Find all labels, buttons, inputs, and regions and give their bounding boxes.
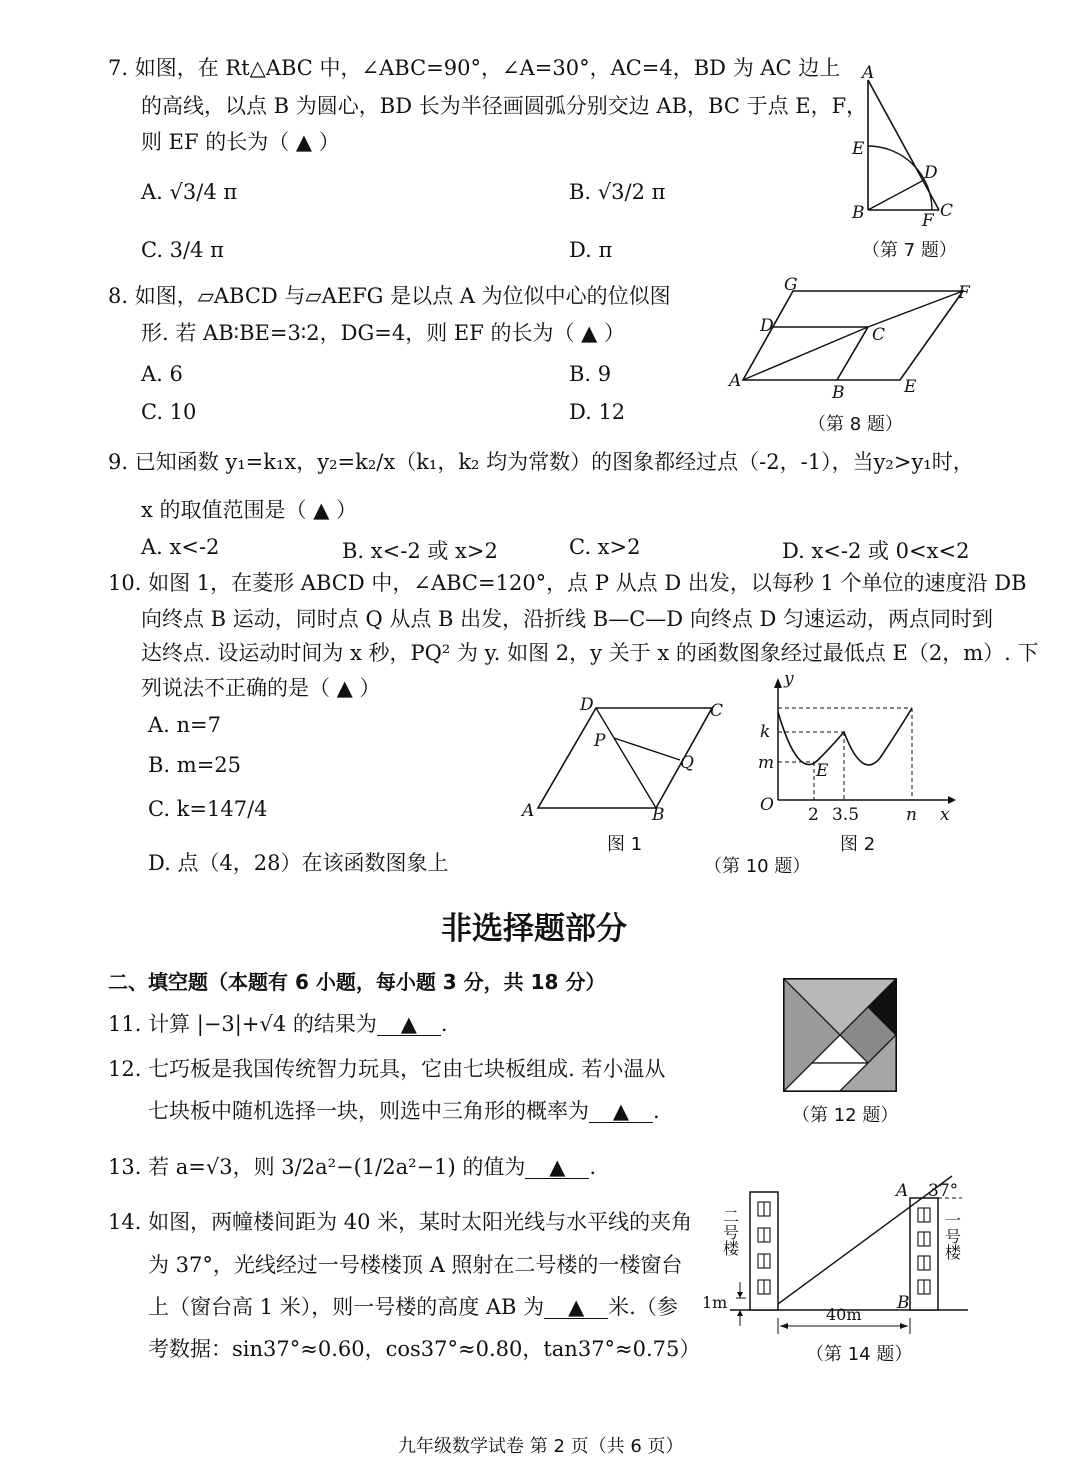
- q10-fig2-label-o: O: [760, 795, 774, 815]
- q10-fig2-tick-35: 3.5: [832, 805, 860, 825]
- q10-fig2-label-m: m: [758, 753, 775, 773]
- q8-line-2: 形. 若 AB∶BE=3∶2，DG=4，则 EF 的长为（ ▲ ）: [141, 321, 625, 345]
- q10-fig2-label-y: y: [784, 672, 794, 689]
- q9-line-2: x 的取值范围是（ ▲ ）: [141, 498, 358, 522]
- q7-label-c: C: [940, 201, 954, 221]
- q9-option-b: B. x<-2 或 x>2: [342, 539, 498, 563]
- q10-x-axis-arrow: [948, 796, 956, 804]
- q14-line-3: [148, 1297, 678, 1319]
- q14-label-sill-height: 1m: [702, 1293, 728, 1312]
- q7-option-a: A. √3/4 π: [141, 180, 238, 204]
- q10-fig1-label-a: A: [522, 801, 535, 821]
- q13-line: [108, 1157, 596, 1179]
- q7-line-1: 7. 如图，在 Rt△ABC 中，∠ABC=90°，∠A=30°，AC=4，BD 为 AC 边上: [108, 56, 841, 80]
- q10-line-2: 向终点 B 运动，同时点 Q 从点 B 出发，沿折线 B—C—D 向终点 D 匀速运动，两点同时到: [141, 607, 994, 631]
- q7-option-c: C. 3/4 π: [141, 238, 224, 262]
- q10-fig2-label-k: k: [760, 722, 771, 742]
- q14-text-3b: 米.（参: [608, 1295, 678, 1319]
- q8-caption: （第 8 题）: [808, 414, 903, 435]
- q10-fig2-tick-2: 2: [808, 805, 819, 825]
- q12-line-1: 12. 七巧板是我国传统智力玩具，它由七块板组成. 若小温从: [108, 1057, 666, 1081]
- q9-option-a: A. x<-2: [141, 535, 220, 559]
- q12-caption: （第 12 题）: [792, 1105, 899, 1126]
- q10-figure-2: [752, 672, 962, 827]
- q10-line-4: 列说法不正确的是（ ▲ ）: [141, 676, 381, 700]
- q14-label-angle: 37°: [928, 1181, 959, 1201]
- q8-line-1: 8. 如图，▱ABCD 与▱AEFG 是以点 A 为位似中心的位似图: [108, 284, 671, 308]
- q10-y-axis-arrow: [774, 678, 782, 688]
- q11-period: .: [440, 1012, 448, 1036]
- q9-option-c: C. x>2: [569, 535, 641, 559]
- q7-line-3: 则 EF 的长为（ ▲ ）: [141, 130, 340, 154]
- q14-answer-blank: ▲: [544, 1297, 608, 1319]
- q10-function-curve: [778, 708, 912, 765]
- q10-fig1-label-c: C: [710, 701, 724, 721]
- q7-option-b: B. √3/2 π: [569, 180, 666, 204]
- q7-caption: （第 7 题）: [862, 240, 957, 261]
- q14-label-distance: 40m: [826, 1305, 862, 1324]
- q10-caption: （第 10 题）: [704, 856, 811, 877]
- q8-option-a: A. 6: [141, 362, 183, 386]
- q10-segment-pq: [614, 738, 680, 760]
- q10-fig1-label-d: D: [580, 695, 594, 715]
- q13-period: .: [589, 1155, 597, 1179]
- q10-figure-1: [516, 694, 736, 824]
- q14-sill-arrowhead-bottom: [737, 1310, 743, 1316]
- q12-answer-blank: ▲: [589, 1101, 653, 1123]
- q10-figure-2-caption: 图 2: [840, 834, 876, 855]
- q12-line-2: [148, 1101, 660, 1123]
- q10-fig1-label-p: P: [594, 731, 606, 751]
- page-footer: 九年级数学试卷 第 2 页（共 6 页）: [398, 1436, 684, 1457]
- q13-answer-blank: ▲: [525, 1157, 589, 1179]
- q10-diagonal-db: [596, 708, 656, 808]
- q8-option-d: D. 12: [569, 400, 626, 424]
- q9-option-d: D. x<-2 或 0<x<2: [782, 539, 970, 563]
- q12-tangram-figure: [783, 978, 897, 1092]
- q14-label-a: A: [896, 1181, 909, 1201]
- q14-label-building-2: 二号楼: [720, 1208, 740, 1256]
- section-title: 非选择题部分: [441, 911, 627, 947]
- q7-label-e: E: [852, 139, 865, 159]
- q7-label-f: F: [922, 211, 934, 230]
- q14-figure: [700, 1168, 972, 1338]
- q14-sill-arrowhead-top: [737, 1292, 743, 1298]
- q14-line-1: 14. 如图，两幢楼间距为 40 米，某时太阳光线与水平线的夹角: [108, 1210, 693, 1234]
- q7-label-b: B: [852, 203, 865, 223]
- q8-option-c: C. 10: [141, 400, 197, 424]
- q8-label-d: D: [760, 316, 774, 336]
- q10-line-1: 10. 如图 1，在菱形 ABCD 中，∠ABC=120°，点 P 从点 D 出发，以每秒 1 个单位的速度沿 DB: [108, 571, 1027, 595]
- q10-fig2-label-n: n: [906, 805, 917, 825]
- q8-parallelogram-abcd-edges: [773, 327, 868, 380]
- q14-caption: （第 14 题）: [806, 1344, 913, 1365]
- q10-option-a: A. n=7: [148, 713, 221, 737]
- q12-text: 七块板中随机选择一块，则选中三角形的概率为: [148, 1099, 589, 1123]
- section-2-heading: 二、填空题（本题有 6 小题，每小题 3 分，共 18 分）: [108, 970, 606, 994]
- q8-figure: [720, 276, 990, 406]
- q8-label-a: A: [729, 371, 742, 391]
- q8-label-g: G: [784, 276, 798, 295]
- q12-period: .: [653, 1099, 660, 1123]
- q11-text: 11. 计算 |−3|+√4 的结果为: [108, 1012, 377, 1036]
- q9-line-1: 9. 已知函数 y₁=k₁x，y₂=k₂/x（k₁，k₂ 均为常数）的图象都经过点（-2，-1），当y₂>y₁时，: [108, 450, 974, 474]
- q7-line-2: 的高线，以点 B 为圆心，BD 长为半径画圆弧分别交边 AB，BC 于点 E，F，: [141, 94, 868, 118]
- q10-option-c: C. k=147/4: [148, 797, 268, 821]
- q7-figure: [836, 60, 976, 230]
- q8-label-e: E: [904, 377, 917, 397]
- q14-label-building-1: 一号楼: [942, 1212, 962, 1260]
- q11-line: [108, 1014, 448, 1036]
- q14-text-3a: 上（窗台高 1 米），则一号楼的高度 AB 为: [148, 1295, 545, 1319]
- q14-label-b: B: [897, 1293, 910, 1313]
- q13-text: 13. 若 a=√3，则 3/2a²−(1/2a²−1) 的值为: [108, 1155, 526, 1179]
- q8-option-b: B. 9: [569, 362, 612, 386]
- q7-label-a: A: [862, 63, 875, 83]
- q10-fig1-label-q: Q: [680, 753, 694, 773]
- q14-dim-arrow-left: [780, 1323, 788, 1329]
- q10-option-d: D. 点（4，28）在该函数图象上: [148, 851, 449, 875]
- q14-line-4: 考数据：sin37°≈0.60，cos37°≈0.80，tan37°≈0.75）: [148, 1337, 701, 1361]
- q7-altitude-bd: [868, 180, 924, 210]
- q8-diagonal-cf: [868, 291, 963, 327]
- q8-label-f: F: [958, 283, 970, 303]
- q10-option-b: B. m=25: [148, 753, 242, 777]
- q11-answer-blank: ▲: [377, 1014, 441, 1036]
- q8-label-c: C: [872, 325, 886, 345]
- q10-figure-1-caption: 图 1: [607, 834, 643, 855]
- q10-line-3: 达终点. 设运动时间为 x 秒，PQ² 为 y. 如图 2，y 关于 x 的函数图象经过最低点 E（2，m）. 下: [141, 641, 1039, 665]
- q14-line-2: 为 37°，光线经过一号楼楼顶 A 照射在二号楼的一楼窗台: [148, 1253, 683, 1277]
- q10-fig2-label-x: x: [940, 805, 950, 825]
- q14-dim-arrow-right: [900, 1323, 908, 1329]
- q8-label-b: B: [832, 383, 845, 403]
- q10-fig1-label-b: B: [652, 805, 665, 824]
- q7-option-d: D. π: [569, 238, 613, 262]
- q7-label-d: D: [924, 163, 938, 183]
- q10-fig2-label-e: E: [816, 761, 829, 781]
